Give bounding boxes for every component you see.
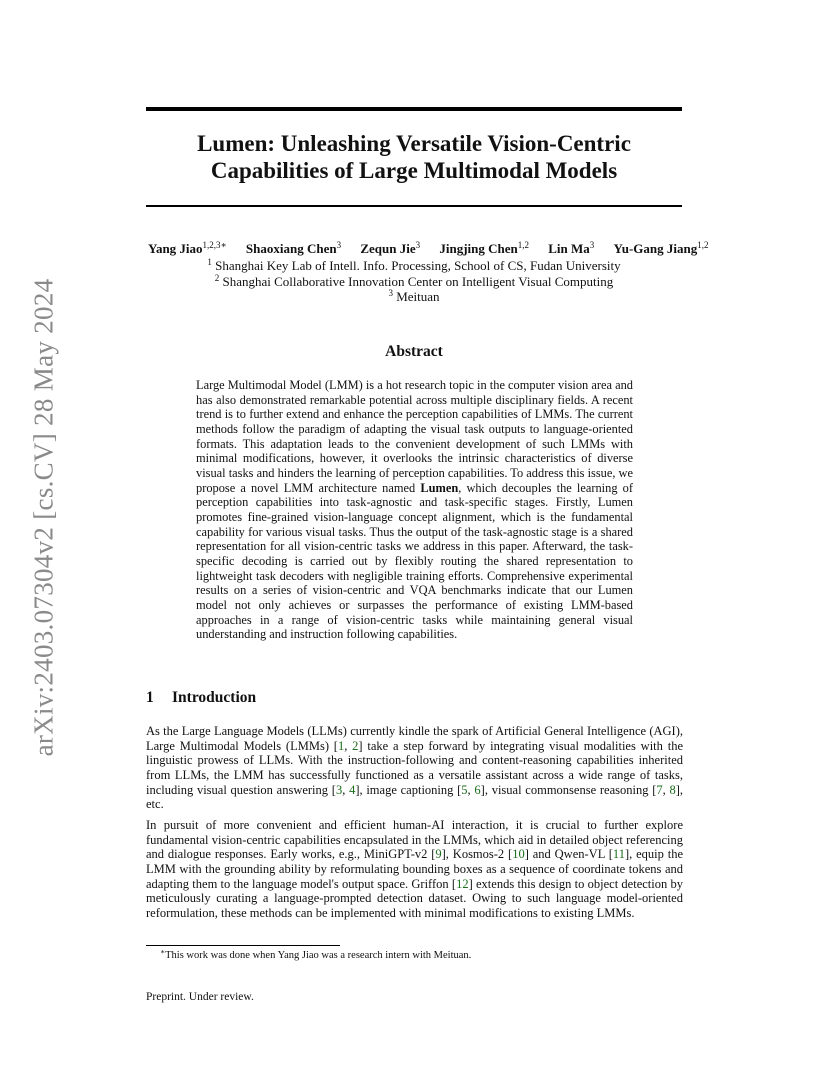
affiliation-2: $^2$ Shanghai Collaborative Innovation Center on Intelligent Visual Computing xyxy=(214,273,614,289)
citation-link[interactable]: 11 xyxy=(612,847,625,862)
footnote-rule xyxy=(146,945,340,946)
title-line-2: Capabilities of Large Multimodal Models xyxy=(210,158,618,183)
citation-link[interactable]: 12 xyxy=(456,876,469,891)
model-name: Lumen xyxy=(420,480,459,495)
author: Yu-Gang Jiang$^{1,2}$ xyxy=(613,240,709,256)
citation-link[interactable]: 2 xyxy=(352,738,359,753)
title-bottom-rule xyxy=(146,205,682,207)
author-list xyxy=(140,240,709,257)
title-line-1: Lumen: Unleashing Versatile Vision-Centric xyxy=(197,131,631,156)
citation-link[interactable]: 10 xyxy=(512,847,525,862)
arxiv-id-text: arXiv:2403.07304v2 [cs.CV] 28 May 2024 xyxy=(28,278,59,757)
citation-link[interactable]: 5 xyxy=(461,782,468,797)
paper-title xyxy=(146,130,682,184)
author: Jingjing Chen$^{1,2}$ xyxy=(439,240,529,256)
citation-link[interactable]: 6 xyxy=(474,782,481,797)
title-top-rule xyxy=(146,107,682,111)
abstract-heading: Abstract xyxy=(385,343,443,360)
affiliation-3: $^3$ Meituan xyxy=(388,288,440,304)
footnote: ∗This work was done when Yang Jiao was a research intern with Meituan. xyxy=(160,947,472,961)
citation-link[interactable]: 4 xyxy=(349,782,356,797)
affiliation-1: $^1$ Shanghai Key Lab of Intell. Info. Processing, School of CS, Fudan University xyxy=(207,257,621,273)
arxiv-side-identifier xyxy=(24,275,64,760)
author: Zequn Jie$^3$ xyxy=(360,240,421,256)
citation-link[interactable]: 7 xyxy=(656,782,663,797)
preprint-notice: Preprint. Under review. xyxy=(146,991,254,1003)
citation-link[interactable]: 9 xyxy=(435,847,442,862)
intro-paragraph-1: As the Large Language Models (LLMs) currently kindle the spark of Artificial General Intelligence (AGI), Large Multimodal Models (LMMs) [1, 2] take a step forward by integrating visual modalities with the linguistic prowess of LLMs. With the instruction-following and content-reasoning capabilities inherited from LLMs, the LMM has successfully functioned as a versatile assistant across a wide range of tasks, including visual question answering [3, 4], image captioning [5, 6], visual commonsense reasoning [7, 8], etc. xyxy=(146,724,684,812)
abstract-body: Large Multimodal Model (LMM) is a hot research topic in the computer vision area and has also demonstrated remarkable potential across multiple disciplinary fields. A recent trend is to further extend and enhance the perception capabilities of LMMs. The current methods follow the paradigm of adapting the visual task outputs to language-oriented formats. This adaptation leads to the convenient development of such LMMs with minimal modifications, however, it overlooks the intrinsic characteristics of diverse visual tasks and hinders the learning of perception capabilities. To address this issue, we propose a novel LMM architecture named Lumen, which decouples the learning of perception capabilities into task-agnostic and task-specific stages. Firstly, Lumen promotes fine-grained vision-language concept alignment, which is the fundamental capability for various visual tasks. Thus the output of the task-agnostic stage is a shared representation for all vision-centric tasks we address in this paper. Afterward, the task-specific decoding is carried out by flexibly routing the shared representation to lightweight task decoders with negligible training efforts. Comprehensive experimental results on a series of vision-centric and VQA benchmarks indicate that our Lumen model not only achieves or surpasses the performance of existing LMM-based approaches in a range of vision-centric tasks while maintaining general visual understanding and instruction following capabilities. xyxy=(196,378,633,642)
intro-paragraph-2: In pursuit of more convenient and efficient human-AI interaction, it is crucial to further explore fundamental vision-centric capabilities encapsulated in the LMMs, which aid in detailed object referencing and dialogue responses. Early works, e.g., MiniGPT-v2 [9], Kosmos-2 [10] and Qwen-VL [11], equip the LMM with the grounding ability by reformulating bounding boxes as a sequence of coordinate tokens and adapting them to the language model's output space. Griffon [12] extends this design to object detection by meticulously curating a language-prompted detection dataset. Owing to such language model-oriented reformulation, these methods can be implemented with minimal modifications to existing LMMs. xyxy=(146,818,684,920)
citation-link[interactable]: 1 xyxy=(337,738,345,753)
author: Lin Ma$^3$ xyxy=(548,240,595,256)
citation-link[interactable]: 3 xyxy=(335,782,343,797)
author: Shaoxiang Chen$^3$ xyxy=(245,240,342,256)
section-heading-introduction: 1 Introduction xyxy=(146,689,257,706)
citation-link[interactable]: 8 xyxy=(669,782,676,797)
author: Yang Jiao$^{1,2,3∗}$ xyxy=(148,240,227,256)
